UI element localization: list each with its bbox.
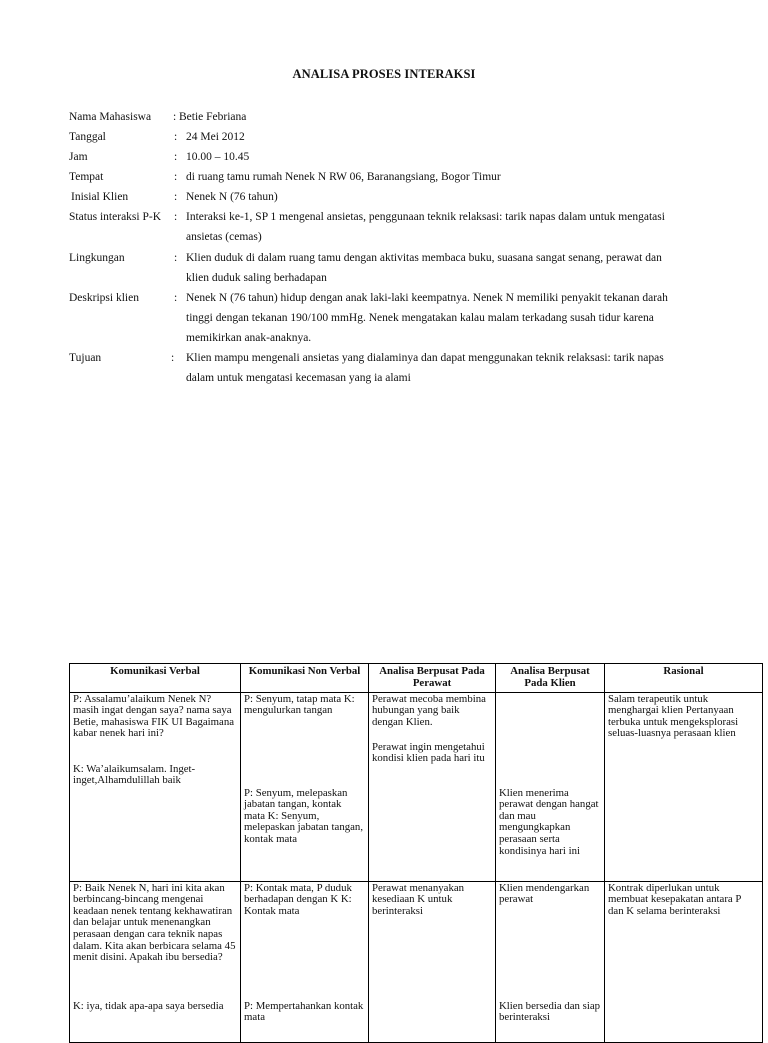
info-row-deskripsi-klien <box>69 288 689 348</box>
info-label: Tanggal <box>69 131 106 143</box>
verbal-client-text: K: iya, tidak apa-apa saya bersedia <box>73 999 224 1012</box>
cell-verbal <box>70 692 241 881</box>
info-row-inisial-klien <box>69 187 689 207</box>
header-komunikasi-verbal: Komunikasi Verbal <box>70 664 241 693</box>
header-rasional: Rasional <box>605 664 763 693</box>
interaction-table <box>69 663 763 1043</box>
cell-nonverbal <box>241 881 369 1042</box>
info-row-tempat <box>69 167 689 187</box>
rasional-text: Salam terapeutik untuk menghargai klien Pertanyaan terbuka untuk mengeksplorasi seluas-luasnya perasaan klien <box>608 692 739 740</box>
cell-nonverbal <box>241 692 369 881</box>
cell-analisa-klien <box>496 881 605 1042</box>
cell-analisa-perawat <box>369 692 496 881</box>
nonverbal-text: P: Senyum, tatap mata K: mengulurkan tangan <box>244 692 355 717</box>
header-analisa-perawat: Analisa Berpusat Pada Perawat <box>369 664 496 693</box>
info-row-nama <box>69 107 689 127</box>
info-label: Inisial Klien <box>71 191 129 203</box>
table-row <box>70 692 763 881</box>
info-row-tanggal <box>69 127 689 147</box>
info-value: Nenek N (76 tahun) <box>186 191 278 203</box>
info-value: 10.00 – 10.45 <box>186 151 250 163</box>
cell-verbal <box>70 881 241 1042</box>
header-analisa-klien: Analisa Berpusat Pada Klien <box>496 664 605 693</box>
header-komunikasi-non-verbal: Komunikasi Non Verbal <box>241 664 369 693</box>
analisa-perawat-text: Perawat menanyakan kesediaan K untuk berinteraksi <box>372 881 465 917</box>
nonverbal-text: P: Senyum, melepaskan jabatan tangan, kontak mata K: Senyum, melepaskan jabatan tangan, kontak mata <box>244 786 364 845</box>
info-colon: : <box>174 151 178 163</box>
info-colon: : <box>174 131 178 143</box>
info-label: Jam <box>69 151 88 163</box>
info-value: Klien duduk di dalam ruang tamu dengan aktivitas membaca buku, suasana sangat senang, perawat dan klien duduk saling berhadapan <box>186 252 662 284</box>
analisa-klien-text: Klien menerima perawat dengan hangat dan mau mengungkapkan perasaan serta kondisinya hari ini <box>499 786 599 857</box>
info-label: Nama Mahasiswa <box>69 111 152 123</box>
verbal-client-text: K: Wa’alaikumsalam. Inget-inget,Alhamdulillah baik <box>73 762 196 787</box>
analisa-klien-text: Klien bersedia dan siap berinteraksi <box>499 999 601 1024</box>
info-row-status-interaksi <box>69 207 689 247</box>
info-colon: : <box>171 352 175 364</box>
verbal-nurse-text: P: Baik Nenek N, hari ini kita akan berbincang-bincang mengenai keadaan nenek tentang kekhawatiran dan belajar untuk menenangkan perasaan dengan cara teknik napas dalam. Kita akan berbicara selama 45 menit disini. Apakah ibu bersedia? <box>73 881 236 964</box>
info-colon: : <box>174 211 178 223</box>
table-header-row <box>70 664 763 693</box>
analisa-perawat-text: Perawat ingin mengetahui kondisi klien pada hari itu <box>372 740 485 765</box>
document-title: ANALISA PROSES INTERAKSI <box>292 67 476 81</box>
info-colon: : <box>174 171 178 183</box>
info-row-tujuan <box>69 348 689 388</box>
cell-analisa-klien <box>496 692 605 881</box>
verbal-nurse-text: P: Assalamu’alaikum Nenek N? masih ingat dengan saya? nama saya Betie, mahasiswa FIK UI Bagaimana kabar nenek hari ini? <box>73 692 235 740</box>
info-row-lingkungan <box>69 248 689 288</box>
info-colon: : <box>174 191 178 203</box>
nonverbal-text: P: Mempertahankan kontak mata <box>244 999 364 1024</box>
info-label: Lingkungan <box>69 252 125 264</box>
info-label: Deskripsi klien <box>69 292 139 304</box>
info-colon: : <box>174 252 178 264</box>
analisa-perawat-text: Perawat mecoba membina hubungan yang baik dengan Klien. <box>372 692 486 728</box>
rasional-text: Kontrak diperlukan untuk membuat kesepakatan antara P dan K selama berinteraksi <box>608 881 742 917</box>
nonverbal-text: P: Kontak mata, P duduk berhadapan dengan K K: Kontak mata <box>244 881 352 917</box>
info-value: Nenek N (76 tahun) hidup dengan anak laki-laki keempatnya. Nenek N memiliki penyakit tekanan darah tinggi dengan tekanan 190/100 mmHg. Nenek mengatakan kalau malam terkadang susah tidur karena memikirkan anak-anaknya. <box>186 292 668 344</box>
cell-analisa-perawat <box>369 881 496 1042</box>
info-label: Tempat <box>69 171 104 183</box>
cell-rasional <box>605 692 763 881</box>
analisa-klien-text: Klien mendengarkan perawat <box>499 881 590 906</box>
info-value: Klien mampu mengenali ansietas yang dialaminya dan dapat menggunakan teknik relaksasi: tarik napas dalam untuk mengatasi kecemasan yang ia alami <box>186 352 664 384</box>
info-value: di ruang tamu rumah Nenek N RW 06, Baranangsiang, Bogor Timur <box>186 171 501 183</box>
info-value: Betie Febriana <box>179 111 247 123</box>
cell-rasional <box>605 881 763 1042</box>
info-colon: : <box>173 111 177 123</box>
info-colon: : <box>174 292 178 304</box>
info-value: Interaksi ke-1, SP 1 mengenal ansietas, penggunaan teknik relaksasi: tarik napas dalam untuk mengatasi ansietas (cemas) <box>186 211 665 243</box>
info-label: Tujuan <box>69 352 102 364</box>
info-row-jam <box>69 147 689 167</box>
info-value: 24 Mei 2012 <box>186 131 245 143</box>
table-row <box>70 881 763 1042</box>
info-label: Status interaksi P-K <box>69 211 161 223</box>
